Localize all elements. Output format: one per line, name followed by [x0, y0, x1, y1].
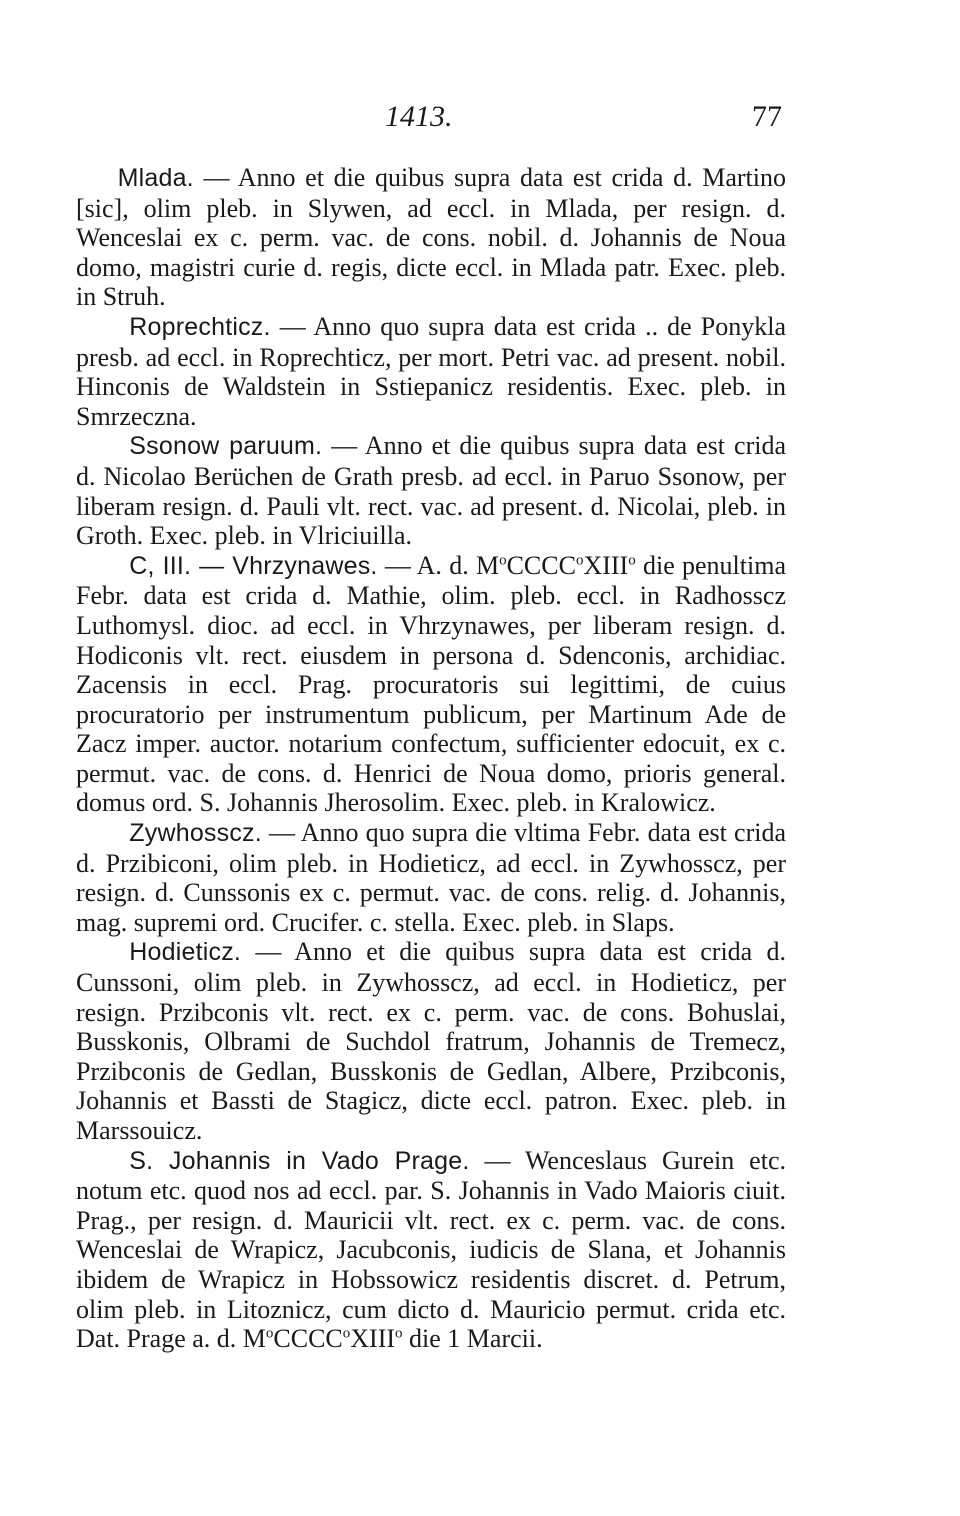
entry-text: XIII	[350, 1324, 396, 1354]
entry-zywhosscz	[76, 818, 786, 937]
entry-vhrzynawes	[76, 551, 786, 818]
entry-text: — Anno quo supra data est crida .. de Ponykla presb. ad eccl. in Roprechticz, per mort. Petri vac. ad present. nobil. Hinconis de Waldstein in Sstiepanicz residentis. Exec. pleb. in Smrzeczna.	[76, 311, 786, 431]
entry-text: XIII	[583, 550, 629, 580]
page-number: 77	[752, 100, 782, 133]
entry-s-johannis	[76, 1146, 786, 1354]
entry-heading: Ssonow paruum.	[129, 432, 323, 461]
entry-heading: Roprechticz.	[129, 312, 271, 341]
superscript: o	[265, 1325, 274, 1342]
superscript: o	[395, 1325, 403, 1342]
entry-heading: C, III. — Vhrzynawes.	[129, 551, 378, 580]
entry-text: — Wenceslaus Gurein etc. notum etc. quod nos ad eccl. par. S. Johannis in Vado Maioris ciuit. Prag., per resign. d. Mauricii vlt. rect. ex c. perm. vac. de cons. Wenceslai de Wrapicz, Jacubconis, iudicis de Slana, et Johannis ibidem de Wrapicz in Hobssowicz residentis discret. d. Petrum, olim pleb. in Litoznicz, cum dicto d. Mauricio permut. crida etc. Dat. Prage a. d. M	[76, 1145, 786, 1354]
entry-heading: Mlada.	[117, 164, 194, 192]
entry-text: — Anno et die quibus supra data est crida d. Martino [sic], olim pleb. in Slywen, ad eccl. in Mlada, per resign. d. Wenceslai ex c. perm. vac. de cons. nobil. d. Johannis de Noua domo, magistri curie d. regis, dicte eccl. in Mlada patr. Exec. pleb. in Struh.	[76, 163, 786, 312]
superscript: o	[342, 1325, 351, 1342]
entry-heading: S. Johannis in Vado Prage.	[129, 1146, 470, 1175]
entry-text: CCCC	[506, 550, 576, 580]
entry-text: — Anno et die quibus supra data est crida d. Cunssoni, olim pleb. in Zywhosscz, ad eccl. in Hodieticz, per resign. Przibconis vlt. rect. ex c. perm. vac. de cons. Bohuslai, Busskonis, Olbrami de Suchdol fratrum, Johannis de Tremecz, Przibconis de Gedlan, Busskonis de Gedlan, Albere, Przibconis, Johannis et Bassti de Stagicz, dicte eccl. patron. Exec. pleb. in Marssouicz.	[76, 937, 786, 1145]
entry-roprechticz	[76, 312, 786, 431]
superscript: o	[575, 552, 584, 569]
entry-text: CCCC	[273, 1324, 343, 1354]
entry-text: — A. d. M	[377, 550, 500, 580]
entry-mlada	[76, 163, 786, 312]
entry-ssonow-paruum	[76, 431, 786, 550]
entry-heading: Zywhosscz.	[129, 819, 262, 848]
body-text	[76, 163, 786, 1354]
entry-heading: Hodieticz.	[129, 938, 242, 967]
entry-text: die penultima Febr. data est crida d. Mathie, olim. pleb. eccl. in Radhosscz Luthomysl. dioc. ad eccl. in Vhrzynawes, per liberam resign. d. Hodiconis vlt. rect. eiusdem in persona d. Sdenconis, archidiac. Zacensis in eccl. Prag. procuratoris sui legittimi, de cuius procuratorio per instrumentum publicum, per Martinum Ade de Zacz imper. auctor. notarium confectum, sufficienter edocuit, ex c. permut. vac. de cons. d. Henrici de Noua domo, prioris general. domus ord. S. Johannis Jherosolim. Exec. pleb. in Kralowicz.	[76, 550, 786, 818]
header-year: 1413.	[385, 100, 453, 133]
entry-hodieticz	[76, 937, 786, 1145]
superscript: o	[628, 552, 636, 569]
running-header	[0, 100, 960, 140]
entry-text: — Anno et die quibus supra data est crida d. Nicolao Berüchen de Grath presb. ad eccl. in Paruo Ssonow, per liberam resign. d. Pauli vlt. rect. vac. ad present. d. Nicolai, pleb. in Groth. Exec. pleb. in Vlriciuilla.	[76, 431, 786, 551]
superscript: o	[499, 552, 507, 569]
entry-text: — Anno quo supra die vltima Febr. data est crida d. Przibiconi, olim pleb. in Hodieticz, ad eccl. in Zywhosscz, per resign. d. Cunssonis ex c. permut. vac. de cons. relig. d. Johannis, mag. supremi ord. Crucifer. c. stella. Exec. pleb. in Slaps.	[76, 818, 786, 937]
entry-text: die 1 Marcii.	[402, 1324, 543, 1354]
